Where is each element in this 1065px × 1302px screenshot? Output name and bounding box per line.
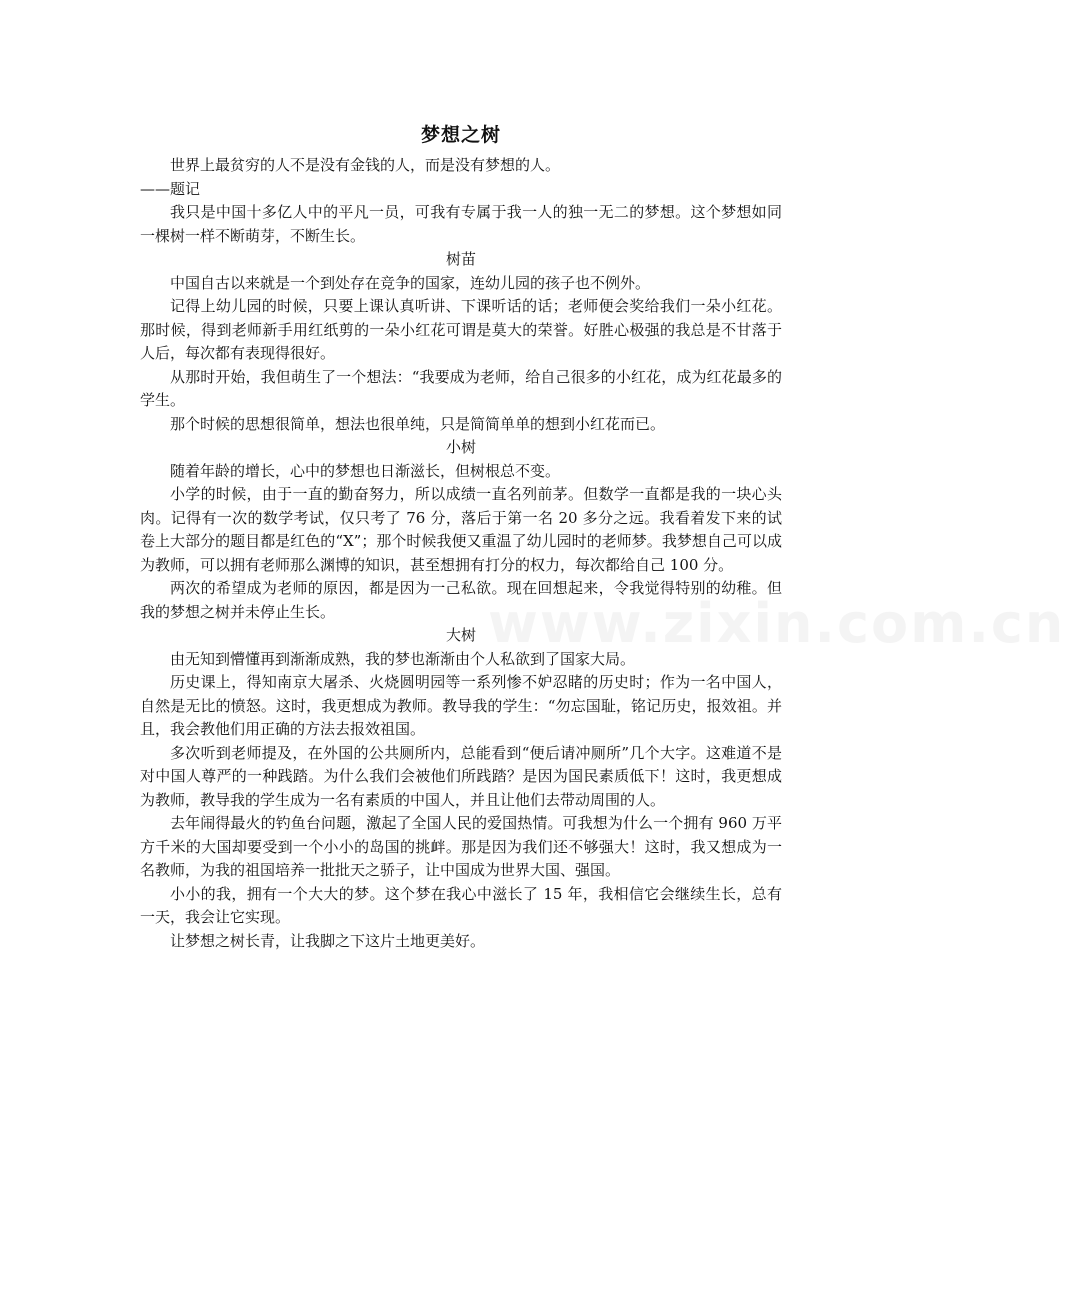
paragraph: 去年闹得最火的钓鱼台问题，激起了全国人民的爱国热情。可我想为什么一个拥有 960 万平方千米的大国却要受到一个小小的岛国的挑衅。那是因为我们还不够强大！这时，我又想成为一名教师，为我的祖国培养一批批天之骄子，让中国成为世界大国、强国。 <box>140 814 782 879</box>
epigraph: 世界上最贫穷的人不是没有金钱的人，而是没有梦想的人。 <box>170 156 561 174</box>
section-heading: 大树 <box>445 626 476 644</box>
paragraph: 让梦想之树长青，让我脚之下这片土地更美好。 <box>170 931 486 950</box>
paragraph: 由无知到懵懂再到渐渐成熟，我的梦也渐渐由个人私欲到了国家大局。 <box>170 649 636 668</box>
paragraph: 小学的时候，由于一直的勤奋努力，所以成绩一直名列前茅。但数学一直都是我的一块心头肉。记得有一次的数学考试，仅只考了 76 分，落后于第一名 20 多分之远。我看着发下来的试卷上大部分的题目都是红色的“X”；那个时候我便又重温了幼儿园时的老师梦。我梦想自己可以成为教师，可以拥有老师那么渊博的知识，甚至想拥有打分的权力，每次都给自己 100 分。 <box>140 485 782 574</box>
document-title: 梦想之树 <box>420 124 501 146</box>
intro-paragraph: 我只是中国十多亿人中的平凡一员，可我有专属于我一人的独一无二的梦想。这个梦想如同一棵树一样不断萌芽，不断生长。 <box>140 203 782 245</box>
paragraph: 历史课上，得知南京大屠杀、火烧圆明园等一系列惨不妒忍睹的历史时；作为一名中国人，自然是无比的愤怒。这时，我更想成为教师。教导我的学生：“勿忘国耻，铭记历史，报效祖。并且，我会教他们用正确的方法去报效祖国。 <box>140 673 782 738</box>
section-heading: 树苗 <box>445 250 476 268</box>
paragraph: 记得上幼儿园的时候，只要上课认真听讲、下课听话的话；老师便会奖给我们一朵小红花。那时候，得到老师新手用红纸剪的一朵小红花可谓是莫大的荣誉。好胜心极强的我总是不甘落于人后，每次都有表现得很好。 <box>140 297 782 362</box>
section-heading: 小树 <box>445 438 476 456</box>
paragraph: 从那时开始，我但萌生了一个想法：“我要成为老师，给自己很多的小红花，成为红花最多的学生。 <box>140 367 782 409</box>
paragraph: 中国自古以来就是一个到处存在竞争的国家，连幼儿园的孩子也不例外。 <box>170 273 651 292</box>
section-big-tree <box>140 624 782 953</box>
watermark: www.zixin.com.cn <box>488 592 1065 655</box>
epigraph-source: ——题记 <box>140 179 201 198</box>
paragraph: 随着年龄的增长，心中的梦想也日渐滋长，但树根总不变。 <box>170 461 561 480</box>
paragraph: 两次的希望成为老师的原因，都是因为一己私欲。现在回想起来，令我觉得特别的幼稚。但我的梦想之树并未停止生长。 <box>140 579 782 621</box>
section-sapling <box>140 248 782 436</box>
paragraph: 小小的我，拥有一个大大的梦。这个梦在我心中滋长了 15 年，我相信它会继续生长，总有一天，我会让它实现。 <box>140 884 782 926</box>
paragraph: 多次听到老师提及，在外国的公共厕所内，总能看到“便后请冲厕所”几个大字。这难道不是对中国人尊严的一种践踏。为什么我们会被他们所践踏？是因为国民素质低下！这时，我更想成为教师，教导我的学生成为一名有素质的中国人，并且让他们去带动周围的人。 <box>140 743 782 809</box>
section-small-tree <box>140 436 782 624</box>
paragraph: 那个时候的思想很简单，想法也很单纯，只是简简单单的想到小红花而已。 <box>170 414 666 433</box>
document <box>140 118 782 953</box>
